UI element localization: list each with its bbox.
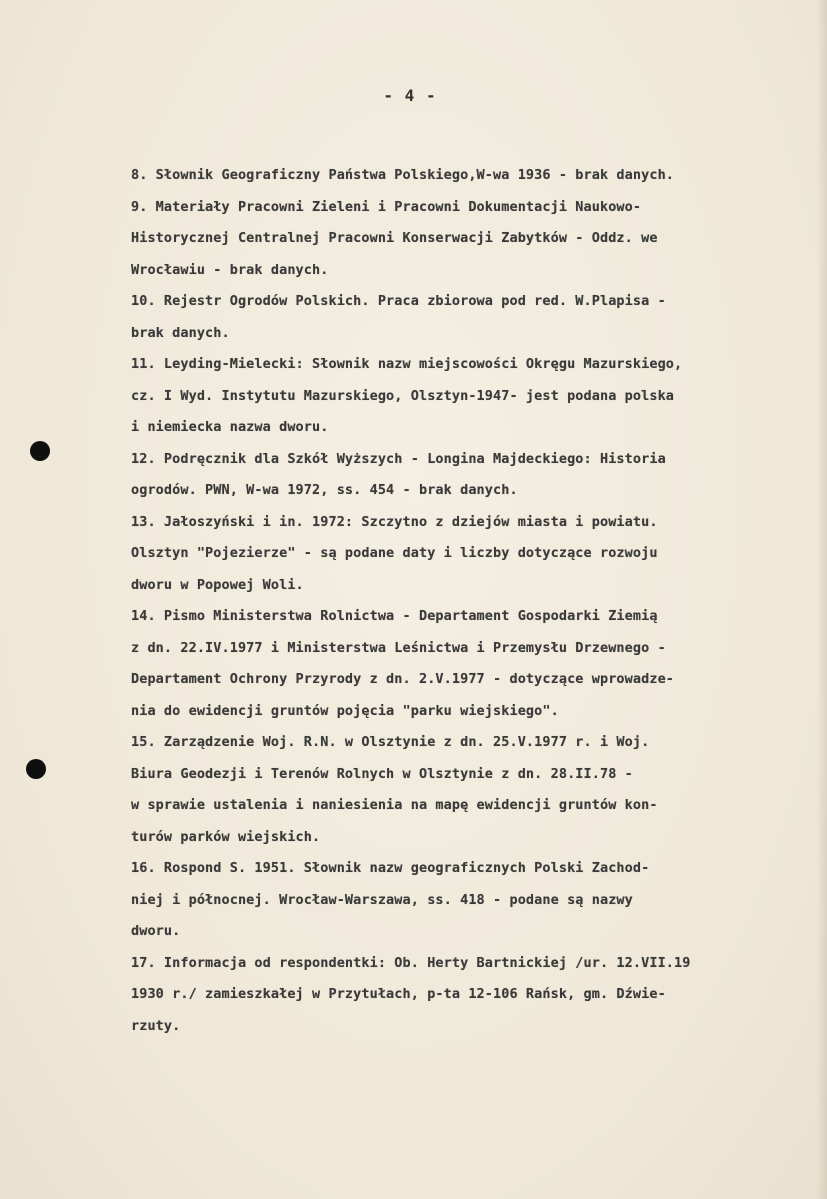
bibliography-entry-9 xyxy=(131,192,803,287)
entry-line: 11. Leyding-Mielecki: Słownik nazw miejscowości Okręgu Mazurskiego, xyxy=(131,356,683,372)
entry-line: 10. Rejestr Ogrodów Polskich. Praca zbiorowa pod red. W.Plapisa - xyxy=(131,293,666,309)
entry-line: 14. Pismo Ministerstwa Rolnictwa - Departament Gospodarki Ziemią xyxy=(131,608,658,624)
entry-line: Historycznej Centralnej Pracowni Konserwacji Zabytków - Oddz. we xyxy=(131,230,658,246)
bibliography-entry-8 xyxy=(131,160,803,192)
entry-line: ogrodów. PWN, W-wa 1972, ss. 454 - brak danych. xyxy=(131,482,518,498)
entry-line: z dn. 22.IV.1977 i Ministerstwa Leśnictwa i Przemysłu Drzewnego - xyxy=(131,639,666,656)
bibliography-entry-12 xyxy=(131,444,803,507)
entry-line: 16. Rospond S. 1951. Słownik nazw geograficznych Polski Zachod- xyxy=(131,860,650,876)
entry-line: dworu w Popowej Woli. xyxy=(131,576,304,593)
entry-line: w sprawie ustalenia i naniesienia na mapę ewidencji gruntów kon- xyxy=(131,797,658,813)
bibliography-entry-10 xyxy=(131,286,803,349)
punch-hole xyxy=(30,441,50,461)
punch-hole xyxy=(26,759,46,779)
bibliography-list xyxy=(131,160,803,1042)
entry-line: Departament Ochrony Przyrody z dn. 2.V.1977 - dotyczące wprowadze- xyxy=(131,671,675,687)
page-number: - 4 - xyxy=(383,86,437,105)
entry-line: Biura Geodezji i Terenów Rolnych w Olsztynie z dn. 28.II.78 - xyxy=(131,765,633,782)
page-edge-shadow xyxy=(817,0,827,1199)
bibliography-entry-16 xyxy=(131,853,803,948)
bibliography-entry-11 xyxy=(131,349,803,444)
bibliography-entry-14 xyxy=(131,601,803,727)
bibliography-entry-15 xyxy=(131,727,803,853)
entry-line: 8. Słownik Geograficzny Państwa Polskiego,W-wa 1936 - brak danych. xyxy=(131,167,675,183)
entry-line: nia do ewidencji gruntów pojęcia "parku wiejskiego". xyxy=(131,702,559,719)
entry-line: Olsztyn "Pojezierze" - są podane daty i liczby dotyczące rozwoju xyxy=(131,545,658,561)
entry-line: 1930 r./ zamieszkałej w Przytułach, p-ta 12-106 Rańsk, gm. Dźwie- xyxy=(131,986,666,1002)
entry-line: 13. Jałoszyński i in. 1972: Szczytno z dziejów miasta i powiatu. xyxy=(131,513,658,530)
entry-line: rzuty. xyxy=(131,1017,181,1034)
entry-line: cz. I Wyd. Instytutu Mazurskiego, Olsztyn-1947- jest podana polska xyxy=(131,387,675,404)
entry-line: 9. Materiały Pracowni Zieleni i Pracowni Dokumentacji Naukowo- xyxy=(131,198,642,215)
entry-line: 15. Zarządzenie Woj. R.N. w Olsztynie z dn. 25.V.1977 r. i Woj. xyxy=(131,734,650,750)
entry-line: turów parków wiejskich. xyxy=(131,828,321,845)
entry-line: 12. Podręcznik dla Szkół Wyższych - Longina Majdeckiego: Historia xyxy=(131,450,666,467)
entry-line: 17. Informacja od respondentki: Ob. Herty Bartnickiej /ur. 12.VII.19 xyxy=(131,954,691,971)
entry-line: i niemiecka nazwa dworu. xyxy=(131,419,329,435)
entry-line: brak danych. xyxy=(131,324,230,341)
entry-line: niej i północnej. Wrocław-Warszawa, ss. 418 - podane są nazwy xyxy=(131,891,633,908)
entry-line: dworu. xyxy=(131,923,181,939)
bibliography-entry-17 xyxy=(131,948,803,1043)
entry-line: Wrocławiu - brak danych. xyxy=(131,261,329,278)
bibliography-entry-13 xyxy=(131,507,803,602)
